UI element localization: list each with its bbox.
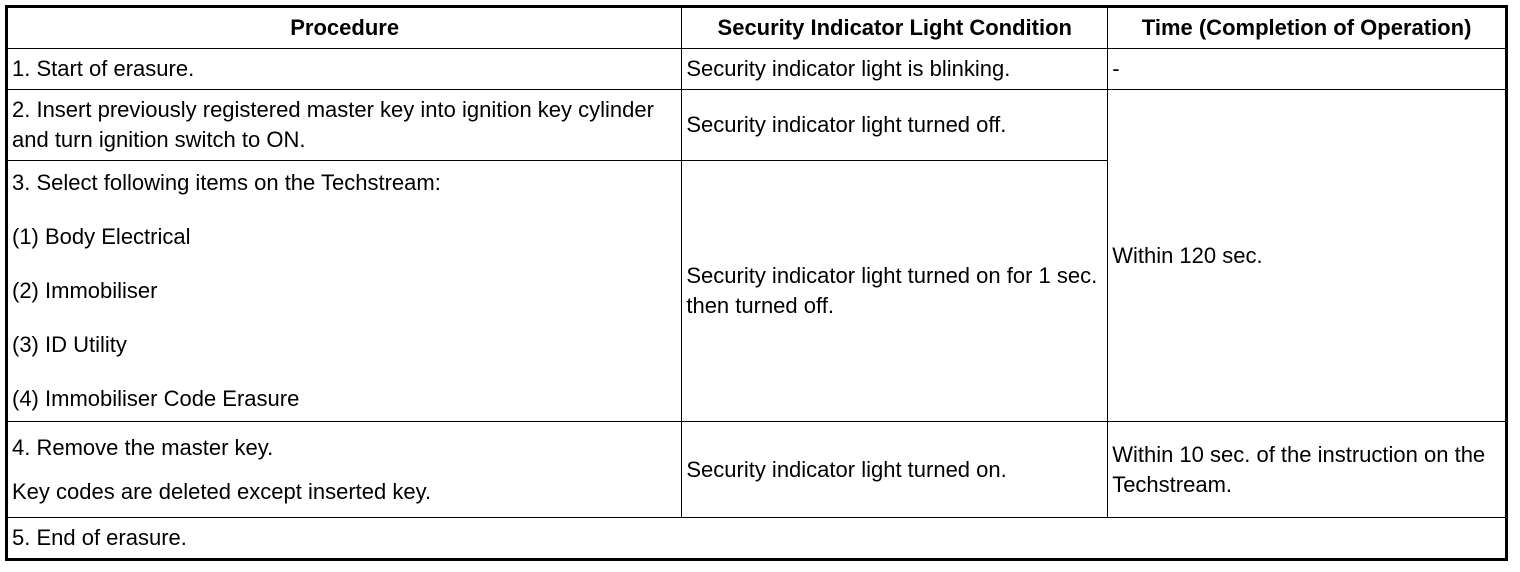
procedure-line: 4. Remove the master key. bbox=[12, 434, 274, 460]
procedure-sub-item: (4) Immobiliser Code Erasure bbox=[12, 386, 300, 411]
table-row bbox=[7, 49, 1507, 90]
light-condition-cell: Security indicator light is blinking. bbox=[682, 49, 1108, 90]
procedure-cell-full-width: 5. End of erasure. bbox=[7, 518, 1507, 560]
table-row bbox=[7, 422, 1507, 518]
table-header-row bbox=[7, 7, 1507, 49]
light-condition-cell: Security indicator light turned on. bbox=[682, 422, 1108, 518]
light-condition-cell: Security indicator light turned off. bbox=[682, 90, 1108, 161]
procedure-cell: 2. Insert previously registered master key into ignition key cylinder and turn ignition switch to ON. bbox=[7, 90, 682, 161]
erasure-procedure-table bbox=[5, 5, 1508, 561]
procedure-sub-item: (2) Immobiliser bbox=[12, 278, 158, 303]
procedure-table-container bbox=[5, 5, 1508, 561]
procedure-cell: 1. Start of erasure. bbox=[7, 49, 682, 90]
procedure-steps-list bbox=[12, 168, 677, 414]
procedure-steps-list bbox=[12, 433, 677, 507]
procedure-cell bbox=[7, 161, 682, 422]
table-row bbox=[7, 90, 1507, 161]
header-light-condition: Security Indicator Light Condition bbox=[682, 7, 1108, 49]
light-condition-cell: Security indicator light turned on for 1 sec. then turned off. bbox=[682, 161, 1108, 422]
table-row bbox=[7, 518, 1507, 560]
procedure-note: Key codes are deleted except inserted key. bbox=[12, 478, 432, 504]
header-time: Time (Completion of Operation) bbox=[1108, 7, 1507, 49]
procedure-line: 3. Select following items on the Techstream: bbox=[12, 170, 441, 195]
procedure-sub-item: (1) Body Electrical bbox=[12, 224, 191, 249]
time-cell-merged: Within 120 sec. bbox=[1108, 90, 1507, 422]
procedure-cell bbox=[7, 422, 682, 518]
time-cell: Within 10 sec. of the instruction on the Techstream. bbox=[1108, 422, 1507, 518]
time-cell: - bbox=[1108, 49, 1507, 90]
header-procedure: Procedure bbox=[7, 7, 682, 49]
procedure-sub-item: (3) ID Utility bbox=[12, 332, 127, 357]
